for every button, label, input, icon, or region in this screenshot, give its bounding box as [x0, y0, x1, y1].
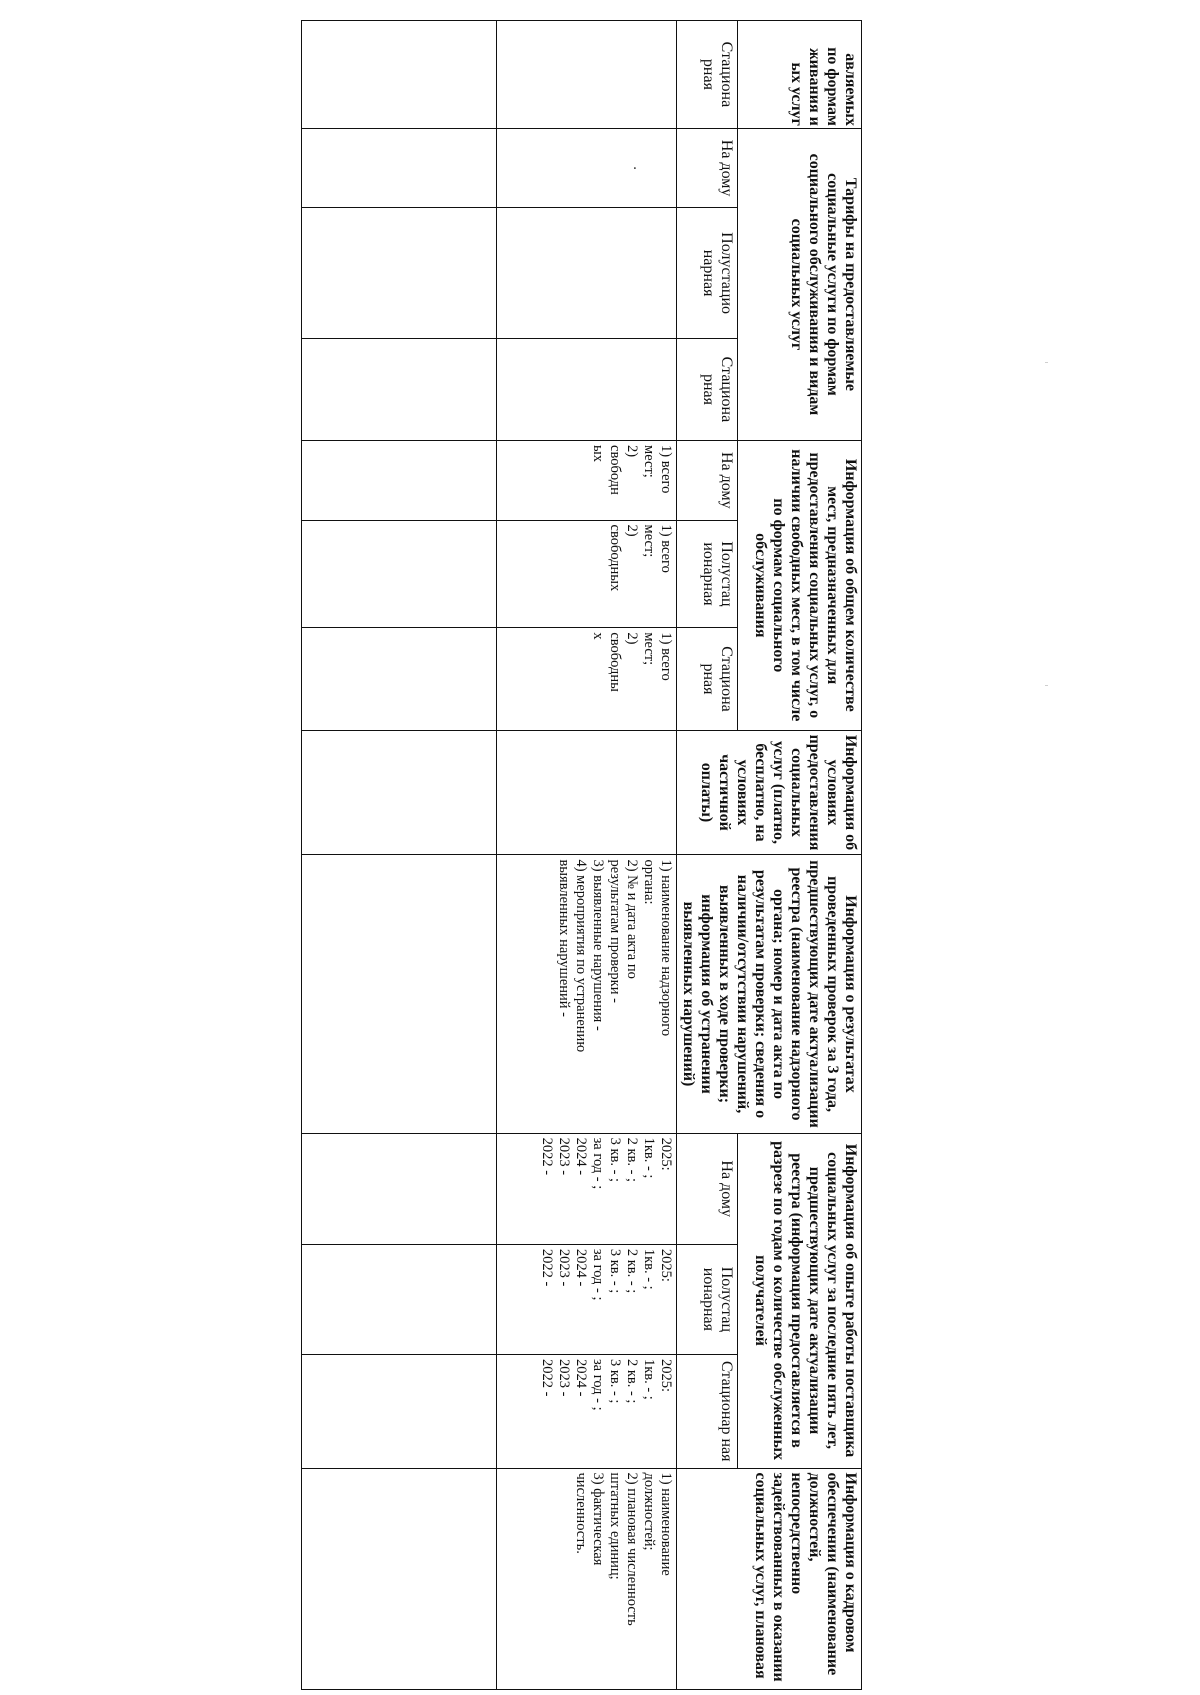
rotated-register-table [162, 20, 862, 1690]
tariffs-header: Тарифы на предоставляемые социальные услуги по формам социального обслуживания и видам социальных услуг [738, 128, 862, 440]
form-stationary: Стациона рная [677, 338, 738, 440]
table-cell [302, 21, 497, 129]
staff-cell: 1) наименование должностей; 2) плановая численность штатных единиц; 3) фактическая численность. [497, 1468, 677, 1689]
table-cell [302, 520, 497, 628]
staff-header: Информация о кадровом обеспечении (наименование должностей, непосредственно задействованных в оказании социальных услуг, плановая [677, 1468, 862, 1689]
register-table [301, 20, 862, 1690]
table-cell [302, 1244, 497, 1354]
places-semi-cell: 1) всего мест; 2) свободных [497, 520, 677, 628]
table-cell [302, 1468, 497, 1689]
places-home-cell: 1) всего мест; 2) свободн ых [497, 441, 677, 520]
table-cell [302, 855, 497, 1133]
inspections-header: Информация о результатах проведенных проверок за 3 года, предшествующих дате актуализации реестра (наименование надзорного органа; номер и дата акта по результатам проверки; сведения о наличии/отсутствии нарушений, выявленных в ходе проверки; информация об устранении выявленных нарушений) [677, 855, 862, 1133]
table-cell [302, 1133, 497, 1244]
experience-header: Информация об опыте работы поставщика социальных услуг за последние пять лет, предшествующих дате актуализации реестра (информация предоставляется в разрезе по годам о количестве обслуженных получателей [738, 1133, 862, 1468]
header-row-1 [738, 21, 862, 1690]
scan-speck [1045, 362, 1048, 363]
scan-speck [1045, 685, 1048, 686]
form-stationary: Стационар ная [677, 1354, 738, 1468]
form-home: На дому [677, 441, 738, 520]
table-cell [497, 338, 677, 440]
table-cell [302, 441, 497, 520]
table-cell [302, 128, 497, 207]
table-cell [302, 338, 497, 440]
table-cell [302, 208, 497, 339]
table-cell [302, 628, 497, 730]
experience-stationary-cell: 2025: 1кв. - ; 2 кв. - ; 3 кв. - ; за год - ; 2024 - 2023 - 2022 - [497, 1354, 677, 1468]
form-home: На дому [677, 128, 738, 207]
form-stationary: Стациона рная [677, 628, 738, 730]
experience-home-cell: 2025: 1кв. - ; 2 кв. - ; 3 кв. - ; за год - ; 2024 - 2023 - 2022 - [497, 1133, 677, 1244]
form-stationary: Стациона рная [677, 21, 738, 129]
empty-row [302, 21, 497, 1690]
places-header: Информация об общем количестве мест, предназначенных для предоставления социальных услуг, о наличии свободных мест, в том числе по формам социального обслуживания [738, 441, 862, 731]
form-semi-stationary: Полустац ионарная [677, 1244, 738, 1354]
data-row [497, 21, 677, 1690]
table-cell [302, 730, 497, 855]
form-semi-stationary: Полустацио нарная [677, 208, 738, 339]
table-cell [497, 21, 677, 129]
places-stationary-cell: 1) всего мест; 2) свободны х [497, 628, 677, 730]
conditions-header: Информация об условиях предоставления социальных услуг (платно, бесплатно, на условиях частичной оплаты) [677, 730, 862, 855]
form-home: На дому [677, 1133, 738, 1244]
inspections-cell: 1) наименование надзорного органа: 2) № и дата акта по результатам проверки - 3) выявленные нарушения - 4) мероприятия по устранению выявленных нарушений - [497, 855, 677, 1133]
table-cell [497, 208, 677, 339]
table-cell [302, 1354, 497, 1468]
tariff-fragment-header: авляемых по формам живания и ых услуг [738, 21, 862, 129]
experience-semi-cell: 2025: 1кв. - ; 2 кв. - ; 3 кв. - ; за год - ; 2024 - 2023 - 2022 - [497, 1244, 677, 1354]
table-cell [497, 128, 677, 207]
form-semi-stationary: Полустац ионарная [677, 520, 738, 628]
tariff-mark: . [630, 166, 646, 170]
conditions-cell [497, 730, 677, 855]
